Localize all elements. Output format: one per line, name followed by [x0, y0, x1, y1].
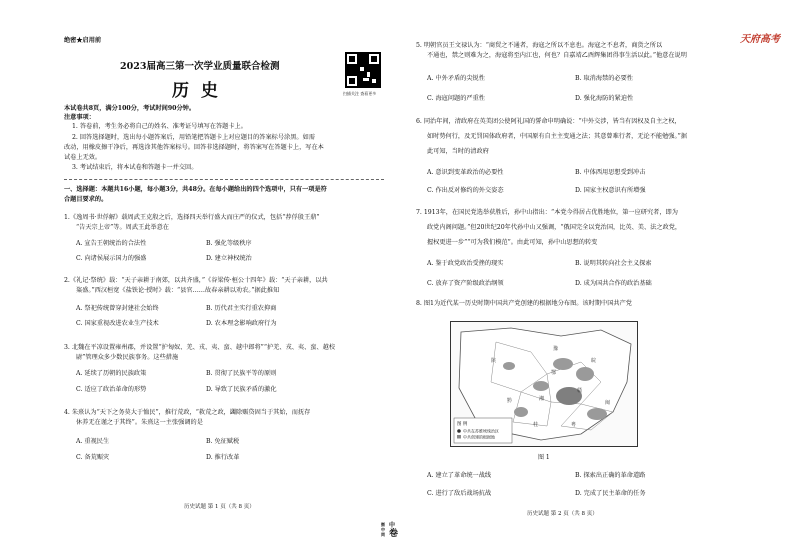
- province-label: 皖: [591, 358, 597, 364]
- province-label: 黔: [507, 398, 513, 404]
- exam-title: 2023届高三第一次学业质量联合检测: [120, 61, 280, 72]
- qr-caption: 扫描关注 查看更多: [343, 91, 377, 96]
- legend-title: 图 例: [457, 422, 468, 427]
- option-c[interactable]: C. 适应了政治革命的形势: [76, 386, 147, 393]
- option-a[interactable]: A. 重视民生: [76, 438, 110, 445]
- question-text: 如时势何行，及无罚国体政府者，中国原有自主主变通之法；其意曾难行者，无论不能勉强。”据: [427, 133, 687, 140]
- option-b[interactable]: B. 中体西用思想受到冲击: [575, 169, 646, 176]
- legend-swatch: [457, 435, 461, 439]
- legend-item: 中共创建的根据地: [463, 434, 495, 440]
- option-c[interactable]: C. 备荒赈灾: [76, 454, 110, 461]
- seal-logo: [380, 522, 406, 544]
- province-label: 粤: [571, 422, 577, 428]
- question-text: 2.《礼记·祭统》载：“天子亲耕于南郊，以共齐盛，”《谷梁传·桓公十四年》载：“天子亲耕，以共: [64, 277, 328, 284]
- question-text: 3. 北魏在平凉设置雍州郡，并设置“护匈奴、羌、戎、夷、蛮、越中郎将”“护羌、戎、夷、蛮、越校: [64, 344, 336, 351]
- question-text: 6. 同治年间，清政府在英美团公使阿礼国的誓命申明确说：“中外交涉，皆当有因权及自主之权，: [416, 118, 681, 125]
- option-a[interactable]: A. 祭祀传统曾穿封建社会始终: [76, 305, 159, 312]
- map-svg: [451, 322, 637, 446]
- option-d[interactable]: D. 农本理念影响政府行为: [206, 320, 277, 327]
- option-d[interactable]: D. 强化海防的紧迫性: [575, 95, 634, 102]
- question-text: 此可知，当时的清政府: [427, 148, 489, 155]
- option-a[interactable]: A. 意识到变革政治的必要性: [427, 169, 504, 176]
- divider-line: [64, 179, 384, 180]
- option-d[interactable]: D. 国家主权意识有所增强: [575, 187, 646, 194]
- subject-title: 历 史: [172, 81, 221, 101]
- seal-top-text: 中: [389, 522, 396, 529]
- option-d[interactable]: D. 推行改革: [206, 454, 240, 461]
- secret-label: 绝密★启用前: [64, 37, 102, 44]
- option-d[interactable]: D. 成为国共合作的政治基础: [575, 280, 652, 287]
- page-footer: 历史试题 第 1 页（共 8 页）: [184, 504, 255, 510]
- question-text: 不通也，禁之则难为之，海寇将至内江也，何也？自嘉靖乙酉辉集团得事生活以此。”他意在说明: [427, 52, 687, 59]
- page-footer: 历史试题 第 2 页（共 8 页）: [527, 511, 598, 517]
- right-page: [397, 0, 794, 547]
- notes-title: 注意事项：: [64, 114, 95, 121]
- option-d[interactable]: D. 完成了民主革命的任务: [575, 490, 646, 497]
- base-area-map: [450, 321, 638, 447]
- question-text: 握权更进一步”“可为我们模范”。由此可知，孙中山思想的转变: [427, 239, 598, 246]
- note-line: 2. 回答选择题时，选出每小题答案后，用铅笔把答题卡上对应题目的答案标号涂黑。如需: [72, 134, 315, 141]
- option-b[interactable]: B. 强化等级秩序: [206, 240, 252, 247]
- province-label: 桂: [533, 422, 539, 428]
- option-c[interactable]: C. 放弃了资产阶级政治纲领: [427, 280, 504, 287]
- question-text: 尉”管理众多少数民族事务。这些措施: [76, 354, 179, 361]
- option-a[interactable]: A. 中外矛盾的尖锐性: [427, 75, 485, 82]
- note-line: 1. 答卷前，考生务必将自己的姓名、准考证号填写在答题卡上。: [72, 123, 247, 130]
- province-label: 鄂: [551, 370, 557, 376]
- option-d[interactable]: D. 导致了民族矛盾的激化: [206, 386, 277, 393]
- seal-side-text: 衡中同: [381, 522, 385, 537]
- option-d[interactable]: D. 建立神权统治: [206, 255, 252, 262]
- figure-caption: 图 1: [538, 454, 550, 461]
- score-line: 本试卷共8页，满分100分，考试时间90分钟。: [64, 105, 196, 112]
- province-label: 赣: [577, 388, 583, 394]
- note-line: 试卷上无效。: [64, 154, 102, 161]
- option-a[interactable]: A. 延续了历朝的民族政策: [76, 370, 147, 377]
- brand-logo-text: 天府高考: [740, 34, 780, 45]
- province-label: 湘: [539, 396, 545, 402]
- section-heading: 一、选择题：本题共16小题，每小题3分，共48分。在每小题给出的四个选项中，只有一项是符: [64, 186, 327, 193]
- question-text: 粢盛。”西汉桓宽《盐铁论·授时》载：“县官……故春亲耕以劝农。”据此推知: [76, 287, 280, 294]
- question-text: “告天宗上帝”等。周武王此举意在: [76, 224, 169, 231]
- seal-mid-text: 卷: [389, 529, 399, 539]
- brand-logo: [740, 30, 780, 45]
- question-text: 1.《逸周书·世俘解》载周武王克殷之后，选择四天举行盛大而庄严的仪式，包括“荐俘殷王鼎”: [64, 214, 320, 221]
- question-text: 政党内阁问题。”但20世纪20年代孙中山又强调，“俄国完全以党治国，比英、美、法之政党，: [427, 224, 682, 231]
- legend-marker: [457, 429, 461, 433]
- province-label: 闽: [605, 400, 611, 406]
- option-a[interactable]: A. 建立了革命统一战线: [427, 472, 492, 479]
- note-line: 3. 考试结束后，将本试卷和答题卡一并交回。: [72, 164, 198, 171]
- option-a[interactable]: A. 宣告王朝统治的合法性: [76, 240, 147, 247]
- option-b[interactable]: B. 说明其转向社会主义探索: [575, 260, 652, 267]
- option-c[interactable]: C. 作出反对修约的外交姿态: [427, 187, 504, 194]
- section-heading: 合题目要求的。: [64, 196, 108, 203]
- option-b[interactable]: B. 取消海禁的必要性: [575, 75, 633, 82]
- question-text: 5. 明朝官员王文禄认为：“商贸之不通者，海寇之所以不息也。海寇之不息者，商货之所以: [416, 42, 663, 49]
- question-text: 4. 朱熹认为“天下之务莫大于恤民”，推行荒政，“救荒之政，蠲除赈贷固当于其始，而抚存: [64, 409, 311, 416]
- question-8-text: 8. 图1为近代某一历史时期中国共产党创建的根据地分布图。该时期中国共产党: [416, 300, 632, 307]
- legend-item: 中共在苏维埃统治区: [463, 428, 499, 434]
- option-b[interactable]: B. 历代君主实行重农抑商: [206, 305, 277, 312]
- province-label: 陕: [491, 358, 497, 364]
- qr-code[interactable]: [345, 52, 381, 88]
- option-a[interactable]: A. 鉴于政党政治受挫的现实: [427, 260, 504, 267]
- province-label: 豫: [553, 346, 559, 352]
- option-c[interactable]: C. 国家重视改进农业生产技术: [76, 320, 159, 327]
- option-b[interactable]: B. 贯彻了民族平等的原则: [206, 370, 277, 377]
- question-text: 休养无在谨之于其终”。朱熹这一主张强调的是: [76, 419, 203, 426]
- option-c[interactable]: C. 向诸侯展示国力的强盛: [76, 255, 147, 262]
- option-b[interactable]: B. 探索出正确的革命道路: [575, 472, 646, 479]
- option-b[interactable]: B. 免征赋税: [206, 438, 240, 445]
- option-c[interactable]: C. 进行了敌后战场抗战: [427, 490, 492, 497]
- question-text: 7. 1913年，在国民党选举获胜后，孙中山指出：“本党今得居占优胜地位，第一应研究者，即为: [416, 209, 678, 216]
- option-c[interactable]: C. 海寇问题的严重性: [427, 95, 485, 102]
- note-line: 改动，用橡皮擦干净后，再选涂其他答案标号。回答非选择题时，将答案写在答题卡上，写在本: [64, 144, 324, 151]
